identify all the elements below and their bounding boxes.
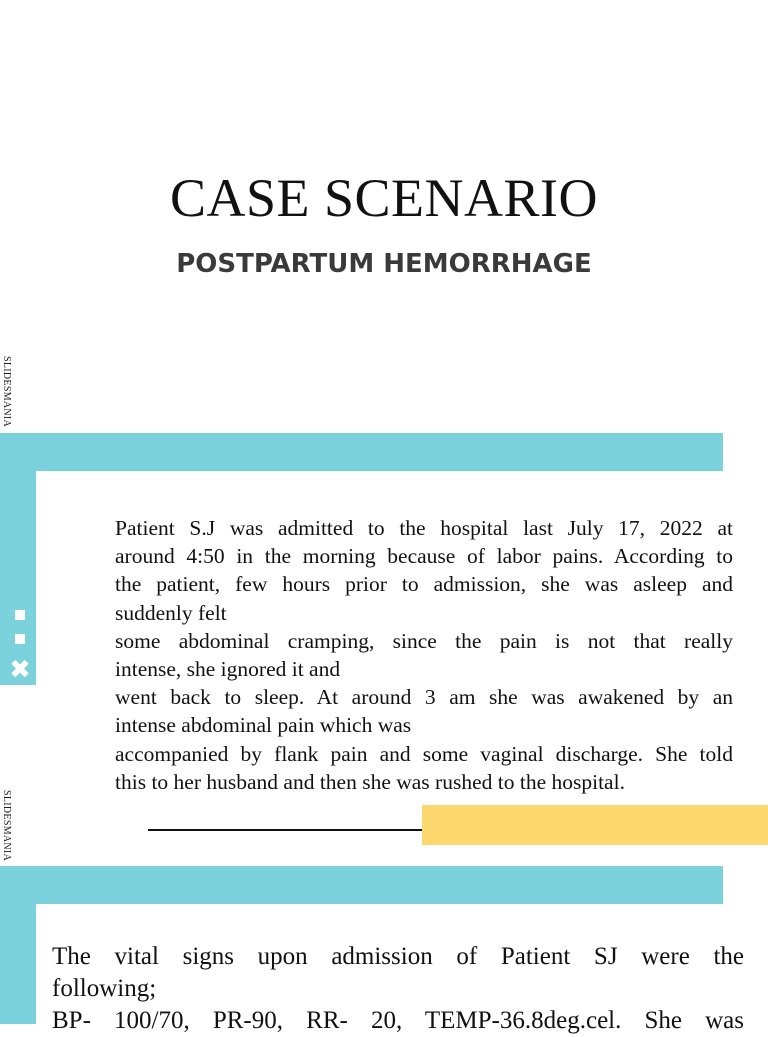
paragraph-line: intense, she ignored it and: [115, 657, 341, 682]
vitals-line: The vital signs upon admission of Patient SJ were the: [52, 943, 744, 970]
slide-frame-left-bar: [0, 433, 36, 685]
paragraph-line: suddenly felt: [115, 600, 227, 625]
paragraph-line: some abdominal cramping, since the pain is not that really: [115, 628, 733, 653]
paragraph-line: the patient, few hours prior to admission, she was asleep and: [115, 572, 733, 597]
square-icon: [15, 610, 25, 620]
vitals-line: following;: [52, 975, 157, 1002]
page-title: CASE SCENARIO: [169, 168, 599, 228]
slide-frame-top-bar: [0, 866, 723, 904]
paragraph-line: around 4:50 in the morning because of labor pains. According to: [115, 544, 733, 569]
watermark-text: SLIDESMANIA: [1, 356, 12, 428]
paragraph-line: accompanied by flank pain and some vaginal discharge. She told: [115, 741, 733, 766]
slide-frame-top-bar: [0, 433, 723, 471]
accent-bar: [422, 805, 768, 845]
watermark-text: SLIDESMANIA: [1, 790, 12, 862]
paragraph-line: intense abdominal pain which was: [115, 713, 412, 738]
case-paragraph: [115, 514, 733, 796]
square-icon: [15, 634, 25, 644]
vitals-paragraph: [52, 941, 744, 1037]
divider-line: [148, 829, 423, 831]
page-subtitle: POSTPARTUM HEMORRHAGE: [176, 249, 592, 279]
paragraph-line: Patient S.J was admitted to the hospital last July 17, 2022 at: [115, 516, 733, 540]
slide-frame-left-bar: [0, 866, 36, 1024]
paragraph-line: this to her husband and then she was rushed to the hospital.: [115, 769, 625, 794]
vitals-line: BP- 100/70, PR-90, RR- 20, TEMP-36.8deg.cel. She was: [52, 1007, 744, 1034]
close-icon: ✖: [9, 655, 31, 685]
paragraph-line: went back to sleep. At around 3 am she was awakened by an: [115, 685, 733, 710]
